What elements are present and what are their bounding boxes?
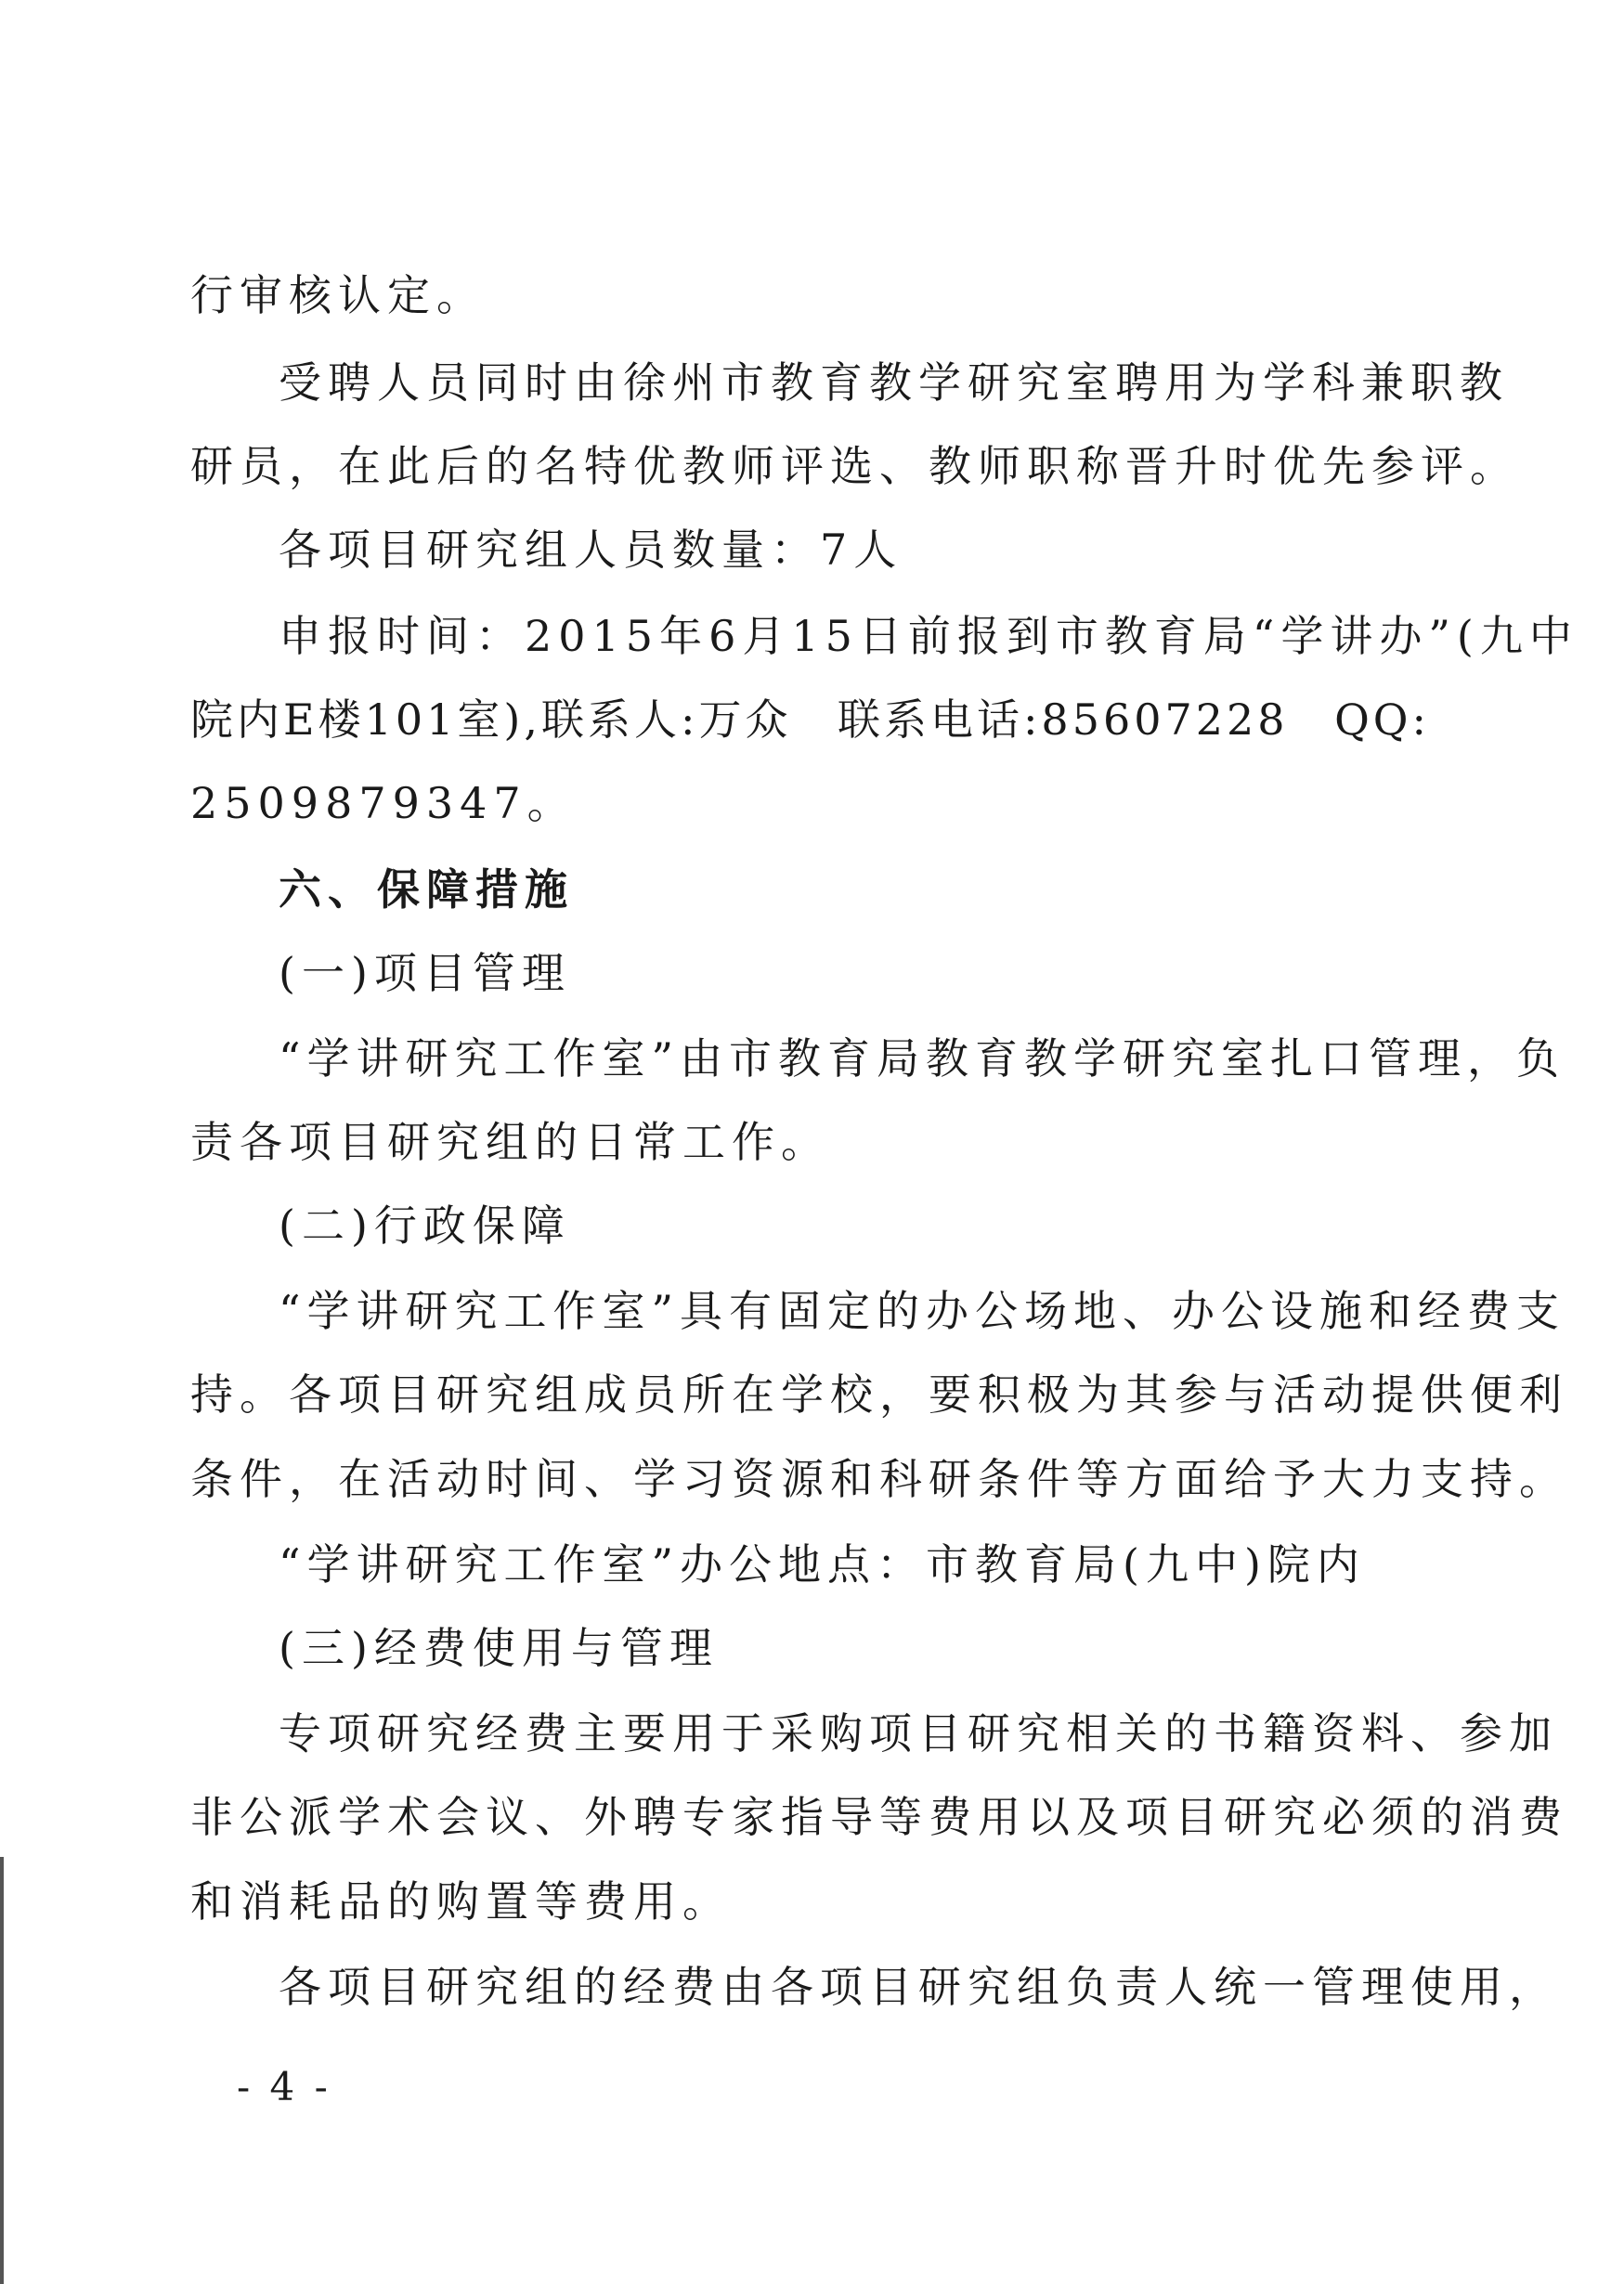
paragraph-line: 责各项目研究组的日常工作。 — [190, 1117, 830, 1167]
paragraph-line: “学讲研究工作室”由市教育局教育教学研究室扎口管理，负 — [279, 1033, 1566, 1084]
paragraph-line: 申报时间：2015年6月15日前报到市教育局“学讲办”(九中 — [279, 611, 1579, 661]
paragraph-line: 各项目研究组人员数量：7人 — [279, 525, 903, 575]
subsection-heading: (一)项目管理 — [279, 948, 571, 998]
contact-office-person: 院内E楼101室),联系人:万众 — [190, 694, 792, 745]
contact-qq-label: QQ: — [1334, 694, 1430, 745]
paragraph-line: 各项目研究组的经费由各项目研究组负责人统一管理使用， — [279, 1962, 1558, 2012]
paragraph-line: 和消耗品的购置等费用。 — [190, 1876, 732, 1927]
paragraph-line: 研员，在此后的名特优教师评选、教师职称晋升时优先参评。 — [190, 441, 1519, 491]
paragraph-line: 条件，在活动时间、学习资源和科研条件等方面给予大力支持。 — [190, 1454, 1568, 1504]
paragraph-line: “学讲研究工作室”办公地点：市教育局(九中)院内 — [279, 1539, 1366, 1590]
contact-phone: 联系电话:85607228 — [837, 694, 1289, 745]
paragraph-line: “学讲研究工作室”具有固定的办公场地、办公设施和经费支 — [279, 1286, 1566, 1336]
subsection-heading: (二)行政保障 — [279, 1200, 571, 1251]
paragraph-line: 受聘人员同时由徐州市教育教学研究室聘用为学科兼职教 — [279, 357, 1509, 408]
paragraph-line: 非公派学术会议、外聘专家指导等费用以及项目研究必须的消费 — [190, 1792, 1568, 1842]
paragraph-line: 2509879347。 — [190, 778, 577, 828]
contact-row — [190, 692, 1430, 747]
page-number: - 4 - — [237, 2064, 331, 2109]
paragraph-line: 持。各项目研究组成员所在学校，要积极为其参与活动提供便利 — [190, 1369, 1568, 1420]
paragraph-line: 专项研究经费主要用于采购项目研究相关的书籍资料、参加 — [279, 1708, 1558, 1758]
paragraph-line: 行审核认定。 — [190, 270, 486, 320]
scan-edge-mark — [0, 1857, 4, 2284]
subsection-heading: (三)经费使用与管理 — [279, 1623, 719, 1673]
section-heading: 六、保障措施 — [279, 864, 574, 915]
